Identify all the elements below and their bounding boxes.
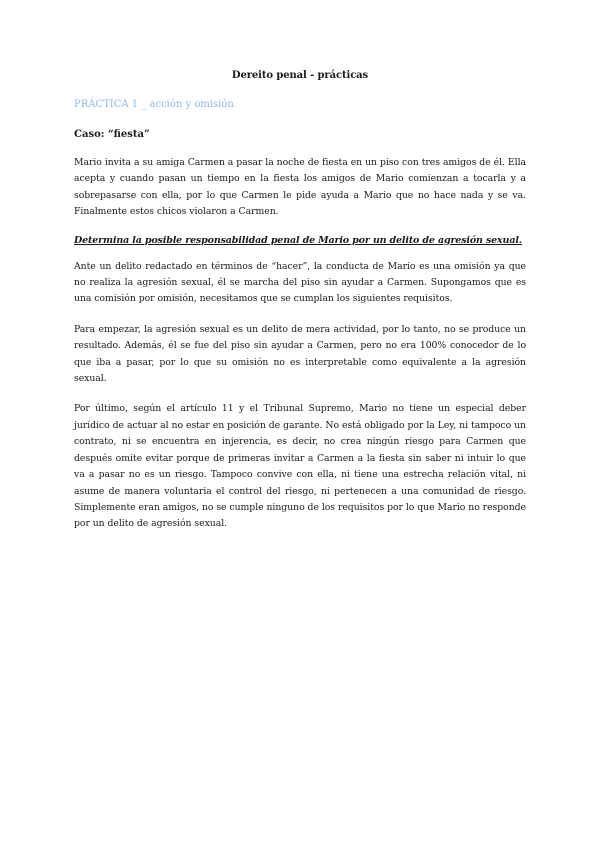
section-heading: PRÁCTICA 1 _ acción y omisión — [74, 99, 234, 110]
case-title: Caso: “fiesta” — [74, 129, 150, 140]
answer-paragraph: Por último, según el artículo 11 y el Tribunal Supremo, Mario no tiene un especial deber jurídico de actuar al no estar en posición de garante. No está obligado por la Ley, ni tampoco un contrato, ni se encuentra en injerencia, es decir, no crea ningún riesgo para Carmen que después omite evitar porque de primeras invitar a Carmen a la fiesta sin saber ni intuir lo que va a pasar no es un riesgo. Tampoco convive con ella, ni tiene una estrecha relación vital, ni asume de manera voluntaria el control del riesgo, ni pertenecen a una comunidad de riesgo. Simplemente eran amigos, no se cumple ninguno de los requisitos por lo que Mario no responde por un delito de agresión sexual. — [74, 403, 526, 530]
case-description: Mario invita a su amiga Carmen a pasar la noche de fiesta en un piso con tres amigos de él. Ella acepta y cuando pasan un tiempo en la fiesta los amigos de Mario comienzan a tocarla y a sobrepasarse con ella, por lo que Carmen le pide ayuda a Mario que no hace nada y se va. Finalmente estos chicos violaron a Carmen. — [74, 157, 526, 218]
answer-paragraph: Ante un delito redactado en términos de “hacer”, la conducta de Mario es una omisión ya que no realiza la agresión sexual, él se marcha del piso sin ayudar a Carmen. Supongamos que es una comisión por omisión, necesitamos que se cumplan los siguientes requisitos. — [74, 260, 526, 305]
question-heading: Determina la posible responsabilidad penal de Mario por un delito de agresión sexual. — [74, 234, 522, 246]
document-title: Dereito penal - prácticas — [231, 70, 369, 81]
answer-paragraph: Para empezar, la agresión sexual es un delito de mera actividad, por lo tanto, no se produce un resultado. Además, él se fue del piso sin ayudar a Carmen, pero no era 100% conocedor de lo que iba a pasar, por lo que su omisión no es interpretable como equivalente a la agresión sexual. — [74, 323, 526, 385]
